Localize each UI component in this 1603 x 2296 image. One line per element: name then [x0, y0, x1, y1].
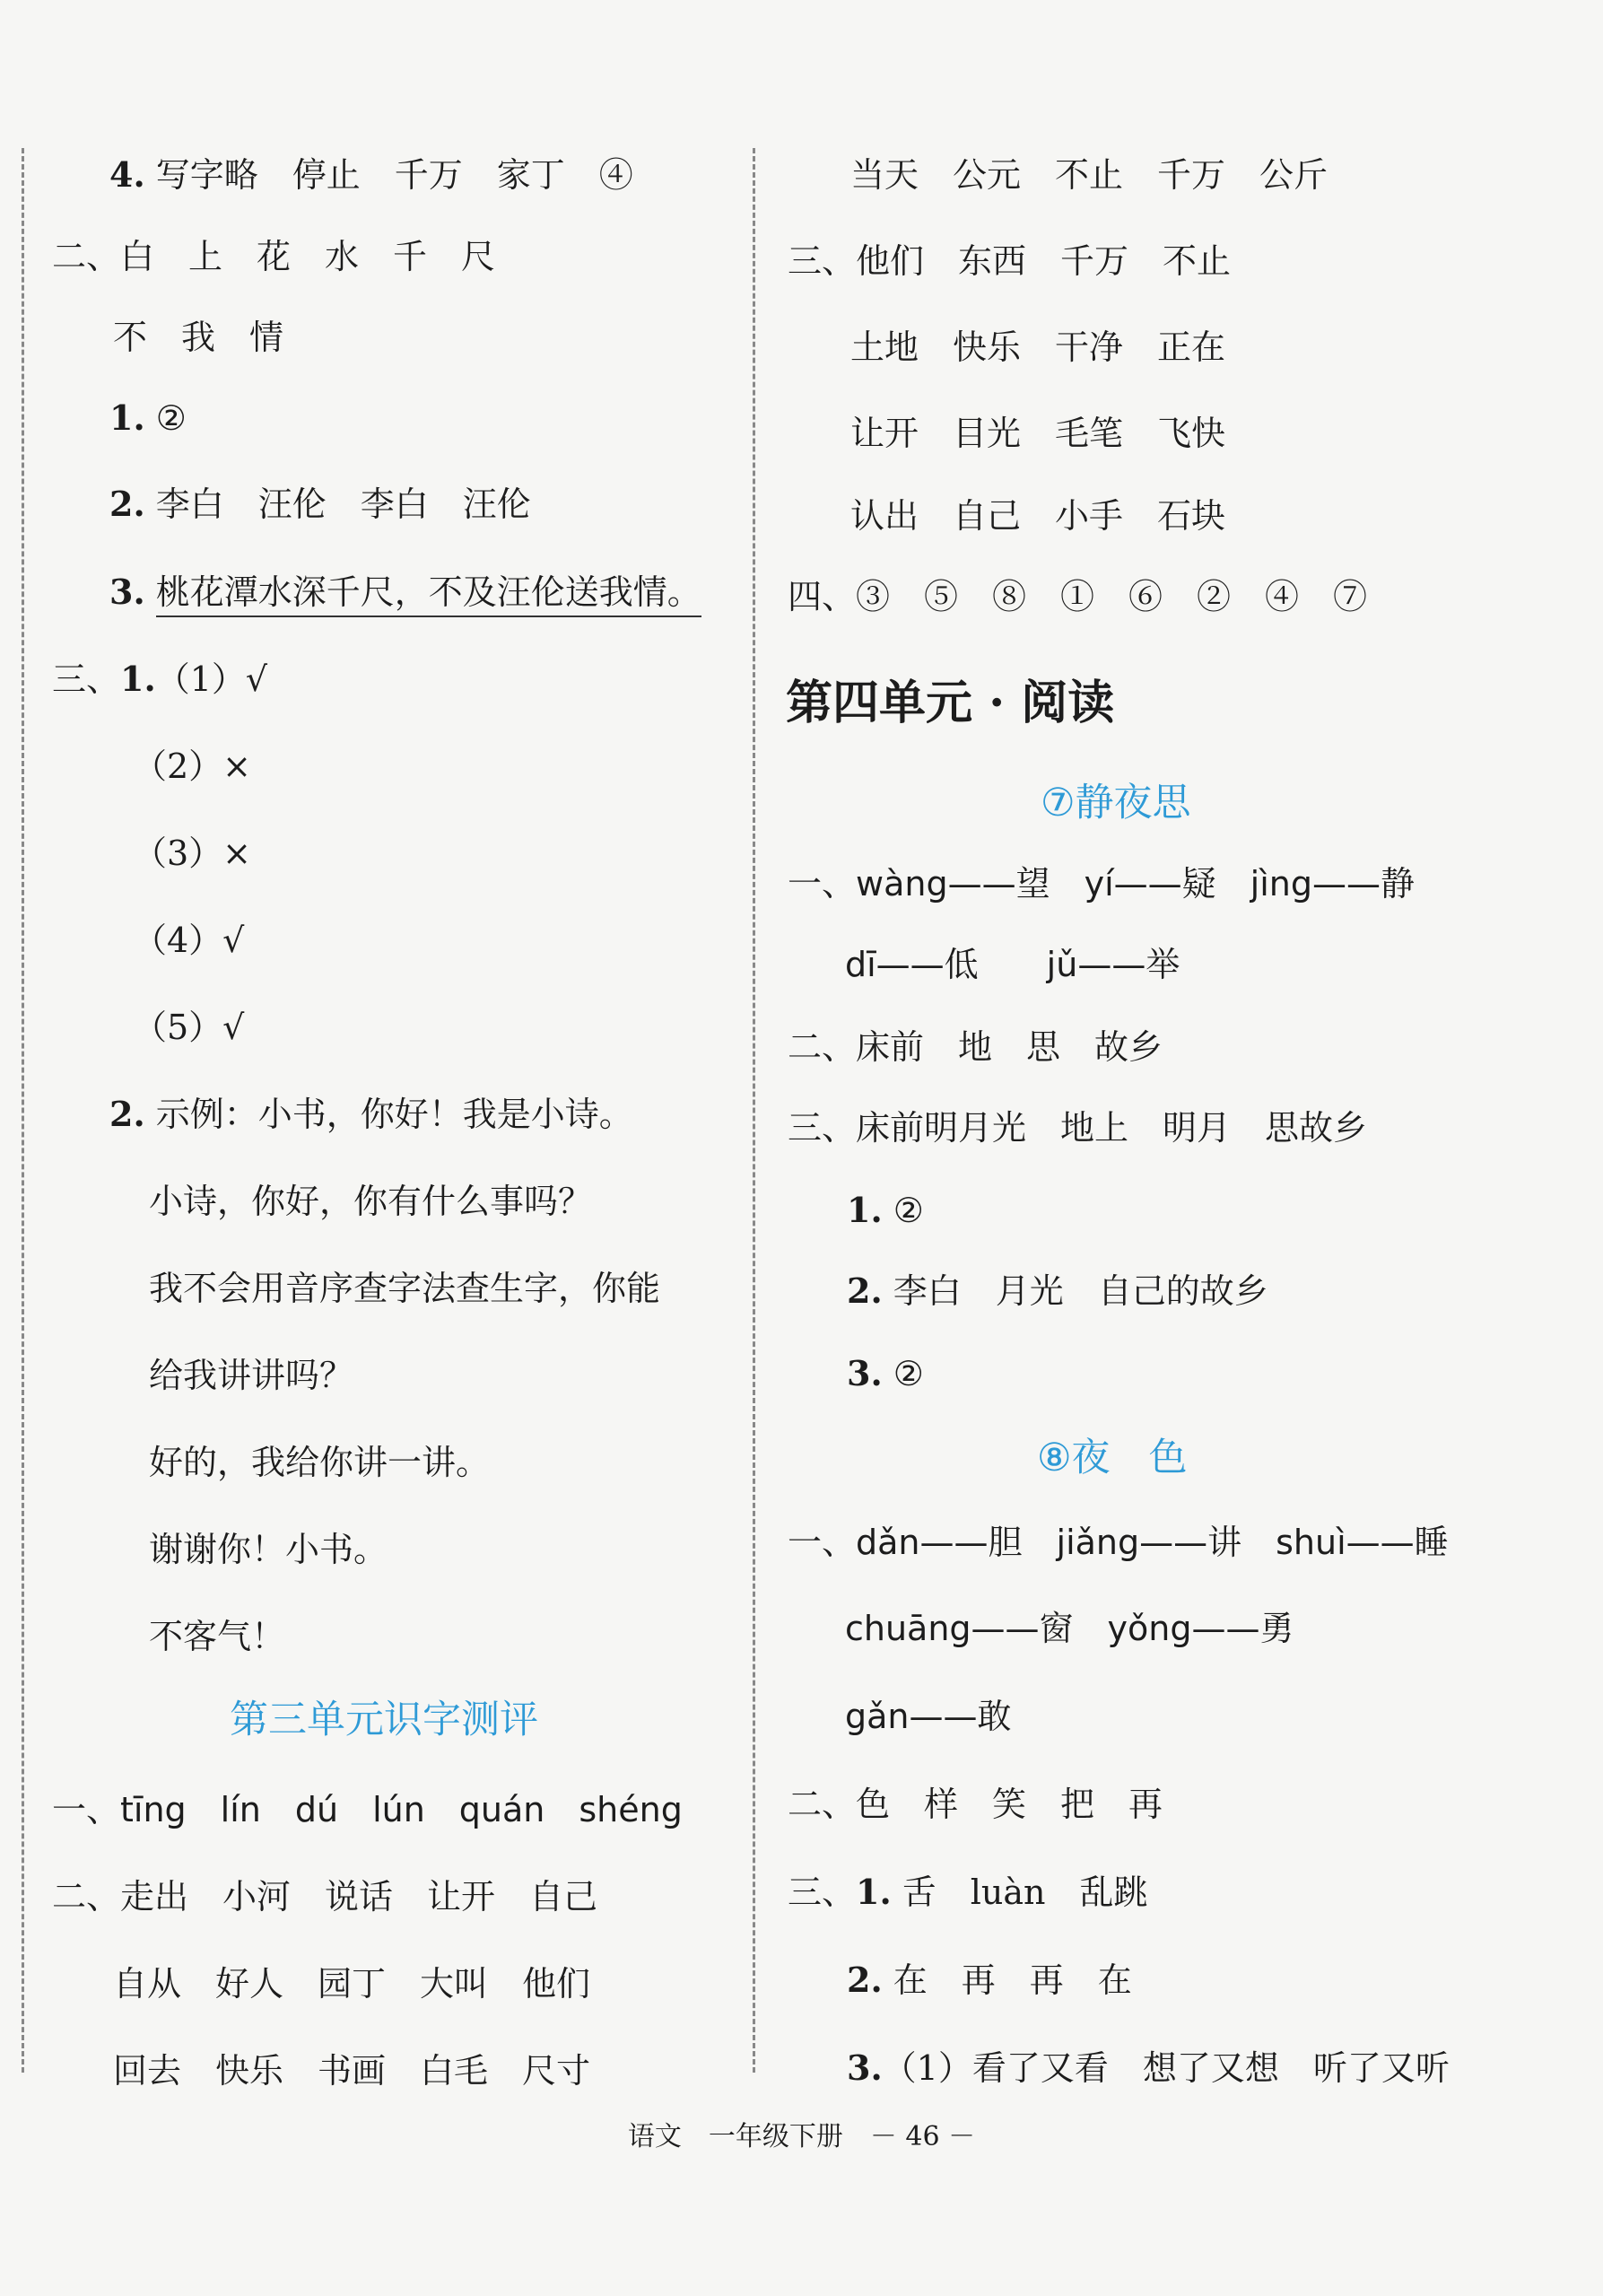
answer-line: 谢谢你！小书。	[149, 1530, 388, 1569]
answer-line: 一、wàng——望 yí——疑 jìng——静	[788, 864, 1415, 904]
answer-line: 土地 快乐 干净 正在	[850, 327, 1226, 367]
answer-line: 一、tīng lín dú lún quán shéng	[52, 1790, 683, 1829]
answer-line: gǎn——敢	[845, 1697, 1012, 1736]
answer-line: 2. 李白 月光 自己的故乡	[847, 1270, 1268, 1311]
answer-line: 二、色 样 笑 把 再	[788, 1785, 1163, 1824]
answer-line: 二、床前 地 思 故乡	[788, 1027, 1163, 1067]
answer-line: 让开 目光 毛笔 飞快	[850, 414, 1226, 453]
answer-line: （2）×	[133, 746, 252, 786]
answer-line: （3）×	[133, 834, 252, 873]
answer-line: 二、白 上 花 水 千 尺	[52, 237, 496, 276]
answer-line: 四、③ ⑤ ⑧ ① ⑥ ② ④ ⑦	[788, 577, 1368, 616]
answer-line: 1. ②	[109, 397, 187, 438]
answer-line: 4. 写字略 停止 千万 家丁 ④	[109, 154, 633, 195]
answer-line: 好的，我给你讲一讲。	[149, 1443, 491, 1482]
answer-line: 小诗，你好，你有什么事吗？	[149, 1182, 593, 1221]
page-footer: 语文 一年级下册 － 46 －	[627, 2121, 976, 2152]
column-divider-dashed-line	[753, 148, 755, 2073]
unit-title: 第四单元 · 阅读	[786, 676, 1115, 730]
answer-line: 不 我 情	[113, 318, 284, 357]
lesson-title: ⑦静夜思	[1041, 781, 1191, 825]
answer-line: （5）√	[133, 1008, 245, 1047]
lesson-title: ⑧夜 色	[1037, 1436, 1188, 1480]
answer-line: 三、床前明月光 地上 明月 思故乡	[788, 1108, 1368, 1148]
answer-line: （4）√	[133, 921, 245, 960]
section-title: 第三单元识字测评	[230, 1698, 538, 1742]
underlined-poem-line: 桃花潭水深千尺，不及汪伦送我情。	[156, 572, 701, 617]
answer-line: 三、他们 东西 千万 不止	[788, 241, 1232, 281]
answer-line: chuāng——窗 yǒng——勇	[845, 1609, 1294, 1648]
answer-line: 三、1. 舌 luàn 乱跳	[788, 1872, 1148, 1912]
answer-line: 3. ②	[847, 1353, 924, 1393]
answer-line: 给我讲讲吗？	[149, 1356, 354, 1395]
answer-line: 2. 李白 汪伦 李白 汪伦	[109, 484, 531, 524]
answer-line: 1. ②	[847, 1190, 924, 1230]
answer-line: 回去 快乐 书画 白毛 尺寸	[113, 2051, 591, 2091]
answer-line: 自从 好人 园丁 大叫 他们	[113, 1964, 591, 2004]
answer-line: 认出 自己 小手 石块	[850, 496, 1226, 536]
answer-line: dī——低 jǔ——举	[845, 945, 1180, 984]
answer-line: 不客气！	[149, 1617, 286, 1656]
answer-line: 一、dǎn——胆 jiǎng——讲 shuì——睡	[788, 1523, 1449, 1562]
answer-line: 二、走出 小河 说话 让开 自己	[52, 1877, 598, 1916]
answer-line: 当天 公元 不止 千万 公斤	[850, 155, 1329, 195]
answer-line: 3. 桃花潭水深千尺，不及汪伦送我情。	[109, 575, 701, 609]
answer-line: 三、1.（1）√	[52, 659, 268, 699]
answer-line: 我不会用音序查字法查生字，你能	[149, 1269, 661, 1308]
answer-line: 2. 在 再 再 在	[847, 1960, 1132, 2000]
answer-line: 3.（1）看了又看 想了又想 听了又听	[847, 2047, 1450, 2088]
left-margin-dashed-line	[22, 148, 24, 2073]
answer-line: 2. 示例：小书，你好！我是小诗。	[109, 1094, 633, 1134]
